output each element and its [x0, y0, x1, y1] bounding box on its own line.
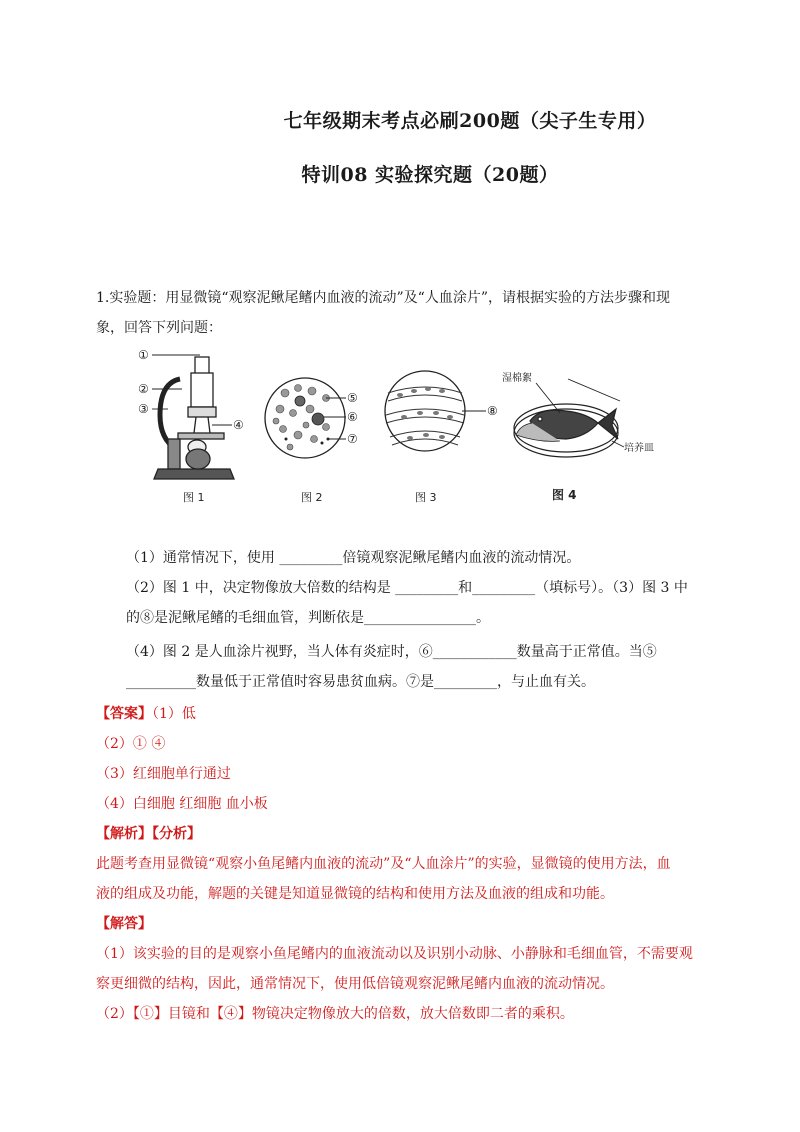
marker-4: ④ — [233, 418, 244, 432]
caption-figure1: 图 1 — [183, 491, 205, 504]
microscope-illustration — [154, 357, 234, 479]
marker-7: ⑦ — [347, 432, 358, 446]
figure3-markers — [487, 404, 498, 418]
label-wet-cotton: 湿棉絮 — [502, 373, 532, 384]
experiment-figures — [0, 343, 800, 513]
marker-3: ③ — [138, 402, 149, 416]
solution-line2: 察更细微的结构，因此，通常情况下，使用低倍镜观察泥鳅尾鳍内血液的流动情况。 — [96, 976, 614, 992]
marker-5: ⑤ — [347, 391, 358, 405]
figure-captions — [183, 488, 577, 504]
subquestion-4-line1: （4）图 2 是人血涂片视野，当人体有炎症时，⑥____________数量高于正常值。当⑤ — [126, 644, 657, 660]
figure2-markers — [347, 391, 358, 446]
caption-figure3: 图 3 — [415, 491, 437, 504]
solution-tag: 【解答】 — [96, 916, 152, 932]
subquestion-2-line2: 的⑧是泥鳅尾鳍的毛细血管，判断依是________________。 — [126, 610, 490, 626]
question-stem-line1: 1.实验题：用显微镜“观察泥鳅尾鳍内血液的流动”及“人血涂片”，请根据实验的方法步骤和现 — [96, 290, 670, 306]
solution-line1: （1）该实验的目的是观察小鱼尾鳍内的血液流动以及识别小动脉、小静脉和毛细血管，不需要观 — [96, 946, 693, 962]
answer-tag: 【答案】 — [96, 706, 152, 722]
answer-3: （3）红细胞单行通过 — [96, 766, 231, 782]
answer-2: （2）① ④ — [96, 736, 166, 752]
subquestion-2-line1: （2）图 1 中，决定物像放大倍数的结构是 _________和_________（填标号）。（3）图 3 中 — [126, 580, 688, 596]
petri-dish-illustration — [514, 404, 618, 457]
caption-figure2: 图 2 — [301, 491, 323, 504]
capillary-illustration — [385, 371, 465, 451]
analysis-tag: 【解析】【分析】 — [96, 826, 201, 842]
marker-2: ② — [138, 382, 149, 396]
document-title: 七年级期末考点必刷200题（尖子生专用） — [283, 110, 657, 132]
answer-1: （1）低 — [152, 706, 196, 722]
blood-smear-illustration — [265, 378, 345, 458]
document-subtitle: 特训08 实验探究题（20题） — [301, 164, 559, 186]
solution-line3: （2）【①】目镜和【④】物镜决定物像放大的倍数，放大倍数即二者的乘积。 — [96, 1006, 574, 1022]
marker-6: ⑥ — [347, 410, 358, 424]
caption-figure4: 图 4 — [552, 488, 577, 502]
question-stem-line2: 象，回答下列问题： — [96, 320, 222, 336]
label-petri-dish: 培养皿 — [624, 443, 654, 454]
subquestion-1: （1）通常情况下，使用 _________倍镜观察泥鳅尾鳍内血液的流动情况。 — [126, 550, 581, 566]
answer-block-1 — [96, 704, 196, 724]
subquestion-4-line2: __________数量低于正常值时容易患贫血病。⑦是_________，与止血有关。 — [126, 674, 595, 690]
marker-8: ⑧ — [487, 404, 498, 418]
analysis-line1: 此题考查用显微镜“观察小鱼尾鳍内血液的流动”及“人血涂片”的实验，显微镜的使用方法，血 — [96, 856, 671, 872]
marker-1: ① — [138, 348, 149, 362]
answer-4: （4）白细胞 红细胞 血小板 — [96, 796, 268, 812]
analysis-line2: 液的组成及功能，解题的关键是知道显微镜的结构和使用方法及血液的组成和功能。 — [96, 886, 614, 902]
